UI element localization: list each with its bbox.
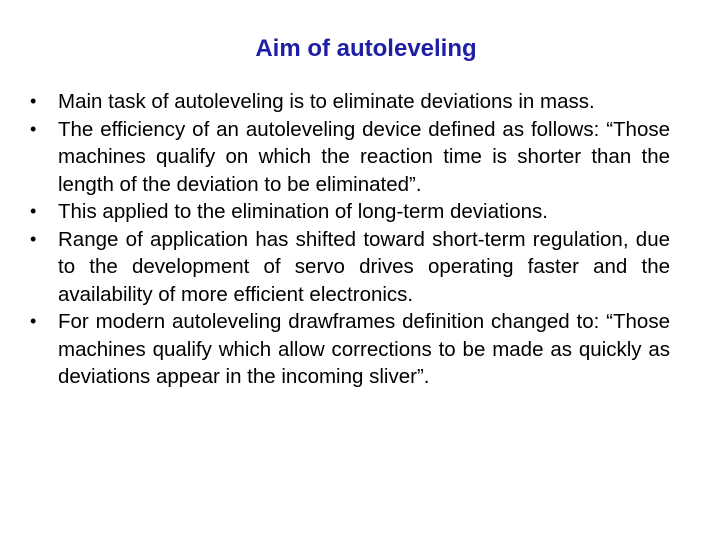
bullet-text: Range of application has shifted toward short-term regulation, due to the development of servo drives operating faster and the availability of more efficient electronics. [58,227,670,306]
bullet-item [30,308,670,391]
bullet-item [30,116,670,199]
bullet-item [30,198,670,226]
bullet-dot-icon: • [30,311,37,331]
bullet-dot-icon: • [30,91,37,111]
bullet-item [30,88,670,116]
bullet-text: The efficiency of an autoleveling device defined as follows: “Those machines qualify on which the reaction time is shorter than the length of the deviation to be eliminated”. [58,117,670,196]
slide-title: Aim of autoleveling [255,35,477,62]
bullet-text: For modern autoleveling drawframes definition changed to: “Those machines qualify which allow corrections to be made as quickly as deviations appear in the incoming sliver”. [58,310,670,388]
bullet-dot-icon: • [30,228,37,249]
bullet-list [30,88,670,391]
bullet-dot-icon: • [30,118,37,139]
bullet-dot-icon: • [30,201,37,221]
bullet-text: Main task of autoleveling is to eliminate deviations in mass. [58,90,595,113]
bullet-item [30,226,670,309]
bullet-text: This applied to the elimination of long-term deviations. [58,200,548,223]
